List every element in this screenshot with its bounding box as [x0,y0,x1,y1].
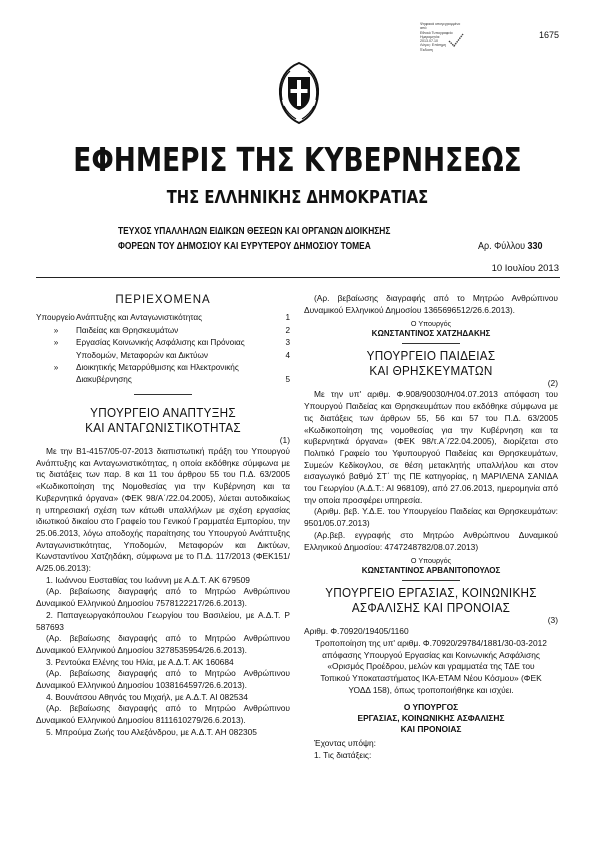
toc-entry[interactable] [36,325,290,338]
section-divider [134,394,192,395]
stamp-line: Έκδοση [420,47,433,52]
toc-page: 4 [285,350,290,360]
stamp-line: Ημερομηνία: [420,34,441,39]
toc-text: Ανάπτυξης και Ανταγωνιστικότητας [76,313,203,322]
toc-entry[interactable] [36,312,290,325]
act-number: (3) [547,615,558,626]
signature-name: ΚΩΝΣΤΑΝΤΙΝΟΣ ΑΡΒΑΝΙΤΟΠΟΥΛΟΣ [361,566,501,576]
ministry-heading-development: ΥΠΟΥΡΓΕΙΟ ΑΝΑΠΤΥΞΗΣ [90,405,236,420]
toc-text: Εργασίας Κοινωνικής Ασφάλισης και Πρόνοιας [76,338,245,347]
toc-page: 5 [285,374,290,384]
issue-date: 10 Ιουλίου 2013 [491,263,559,274]
minister-heading: ΚΑΙ ΠΡΟΝΟΙΑΣ [400,724,462,735]
employee-item: 5. Μπρούμα Ζωής του Αλεξάνδρου, με Α.Δ.Τ. ΑΗ 082305 [46,726,257,737]
ministry-heading-development: ΚΑΙ ΑΝΤΑΓΩΝΙΣΤΙΚΟΤΗΤΑΣ [85,420,241,435]
toc-entry[interactable] [36,337,290,350]
employee-item: 2. Παπαγεωργακόπουλου Γεωργίου του Βασιλείου, με Α.Δ.Τ. Ρ 587693 [36,609,290,632]
toc-entry[interactable] [36,350,290,363]
series-line-1: ΤΕΥΧΟΣ ΥΠΑΛΛΗΛΩΝ ΕΙΔΙΚΩΝ ΘΕΣΕΩΝ ΚΑΙ ΟΡΓΑΝΩΝ ΔΙΟΙΚΗΣΗΣ [118,226,391,237]
act-paragraph: (Αριθμ. βεβ. Υ.Δ.Ε. του Υπουργείου Παιδείας και Θρησκευμάτων: 9501/05.07.2013) [304,506,558,529]
ministry-heading-education: ΥΠΟΥΡΓΕΙΟ ΠΑΙΔΕΙΑΣ [366,348,496,364]
act-paragraph: (Αρ.βεβ. εγγραφής στο Μητρώο Ανθρώπινου Δυναμικού Ελληνικού Δημοσίου: 4747248782/08.07.2013) [304,529,558,552]
issue-value: 330 [527,241,543,252]
decision-title: Τροποποίηση της υπ' αριθμ. Φ.70920/29784/1881/30-03-2012 απόφασης Υπουργού Εργασίας και Κοινωνικής Ασφάλισης «Ορισμός Προέδρου, μελών και γραμματέα της ΤΔΕ του Τοπικού Υποκαταστήματος ΙΚΑ-ΕΤΑΜ Νέου Κόσμου» (ΦΕΚ ΥΟΔΔ 158), όπως τροποποιήθηκε και ισχύει. [315,637,547,695]
toc-page: 1 [285,313,290,322]
employee-item: 1. Ιωάννου Ευσταθίας του Ιωάννη με Α.Δ.Τ. ΑΚ 679509 [46,574,250,585]
ministry-heading-education: ΚΑΙ ΘΡΗΣΚΕΥΜΑΤΩΝ [369,363,493,379]
stamp-line: Ψηφιακά υπογεγραμμένο [420,22,461,26]
employee-item: 3. Ρεντούκα Ελένης του Ηλία, με Α.Δ.Τ. ΑΚ 160684 [46,656,234,667]
signature-label: Ο Υπουργός [410,319,452,329]
toc-page: 2 [285,325,290,335]
right-column [304,293,558,762]
minister-heading: ΕΡΓΑΣΙΑΣ, ΚΟΙΝΩΝΙΚΗΣ ΑΣΦΑΛΙΣΗΣ [357,713,505,724]
issue-label: Αρ. Φύλλου [478,241,526,252]
provision-item: 1. Τις διατάξεις: [314,750,372,761]
employee-item: 4. Βουνάτσου Αθηνάς του Μιχαήλ, με Α.Δ.Τ. ΑΙ 082534 [46,691,248,702]
issue-number [478,241,543,252]
toc-ministry: » [53,325,59,335]
signature-label: Ο Υπουργός [410,556,452,566]
act-paragraph: Με την Β1-4157/05-07-2013 διαπιστωτική πράξη του Υπουργού Ανάπτυξης και Ανταγωνιστικότητας, η οποία εκδόθηκε σύμφωνα με τις διατάξεις των παρ. 8 και 11 του άρθρου 55 του Π.Δ. 63/2005 «Κωδικοποίηση της Νομοθεσίας για την Κυβέρνηση και τα Κυβερνητικά όργανα» (ΦΕΚ 98/Α΄/22.04.2005), λύεται αυτοδικαίως η υπηρεσιακή σχέση των κάτωθι υπαλλήλων με σχέση εργασίας ιδιωτικού δικαίου στο Γραφείο του Γενικού Γραμματέα Εμπορίου, την 25.06.2013, λόγω αποδοχής παραίτησης του Υπουργού Ανάπτυξης Ανταγωνιστικότητας, Υποδομών, Μεταφορών και Δικτύων, Κωνσταντίνου Χατζηδάκη, σύμφωνα με το Π.Δ. 117/2013 (ΦΕΚ151/Α/25.06.2013): [36,446,290,574]
toc-ministry: Υπουργείο [36,313,75,322]
section-divider [402,580,460,581]
coat-of-arms-emblem [276,60,322,126]
header-divider [36,277,560,278]
considering-text: Έχοντας υπόψη: [314,738,376,749]
stamp-line: από [420,26,427,31]
act-number: (2) [547,378,558,389]
signature-name: ΚΩΝΣΤΑΝΤΙΝΟΣ ΧΑΤΖΗΔΑΚΗΣ [371,329,491,339]
toc-heading: ΠΕΡΙΕΧΟΜΕΝΑ [115,294,211,306]
employee-item: (Αρ. βεβαίωσης διαγραφής από το Μητρώο Ανθρώπινου Δυναμικού Ελληνικού Δημοσίου 7578122217/26.6.2013). [36,586,290,609]
toc-ministry [36,350,76,363]
decision-reference: Αριθμ. Φ.70920/19405/1160 [304,626,409,637]
left-column [36,293,290,739]
gazette-subtitle: ΤΗΣ ΕΛΛΗΝΙΚΗΣ ΔΗΜΟΚΡΑΤΙΑΣ [166,187,429,208]
toc-text: Παιδείας και Θρησκευμάτων [76,325,179,335]
toc-page: 3 [285,338,290,347]
toc-ministry: » [53,338,59,347]
minister-heading: Ο ΥΠΟΥΡΓΟΣ [403,702,459,713]
section-divider [402,343,460,344]
stamp-line: Λόγος: Επίσημη [420,43,446,48]
page-number: 1675 [538,30,559,40]
signature-check-icon [447,31,465,49]
employee-item: (Αρ. βεβαίωσης διαγραφής από το Μητρώο Ανθρώπινου Δυναμικού Ελληνικού Δημοσίου 3278535954/26.6.2013). [36,633,290,655]
toc-ministry: » [53,363,59,372]
toc-text: Υποδομών, Μεταφορών και Δικτύων [76,350,208,360]
toc-text: Διοικητικής Μεταρρύθμισης και Ηλεκτρονικής Διακυβέρνησης [76,363,239,384]
stamp-line: 2013.07.10 [420,39,438,44]
stamp-line: Εθνικό Τυπογραφείο [420,30,453,35]
ministry-heading-labour: ΥΠΟΥΡΓΕΙΟ ΕΡΓΑΣΙΑΣ, ΚΟΙΝΩΝΙΚΗΣ [325,585,537,601]
act-paragraph: Με την υπ' αριθμ. Φ.908/90030/Η/04.07.2013 απόφαση του Υπουργού Παιδείας και Θρησκευμάτων που εκδόθηκε σύμφωνα με τις διατάξεις των άρθρων 55, 56 και 57 του Π.Δ. 63/2005 «Κωδικοποίηση της νομοθεσίας για την Κυβέρνηση και τα κυβερνητικά όργανα» (ΦΕΚ 98/τ.Α΄/22.04.2005), διορίζεται στο Πολιτικό Γραφείο του Υφυπουργού Παιδείας και Θρησκευμάτων, Συμεών Κεδίκογλου, σε θέση μετακλητής υπαλλήλου και στον εισαγωγικό βαθμό ΣΤ΄ της ΠΕ κατηγορίας, η ΜΑΡΙΛΕΝΑ ΣΑΝΙΔΑ του Γεωργίου (Α.Δ.Τ.: ΑΙ 968109), από 27.06.2013, ημερομηνία από την οποία προσφέρει υπηρεσία. [304,389,558,505]
table-of-contents [36,312,290,386]
employee-item: (Αρ. βεβαίωσης διαγραφής από το Μητρώο Ανθρώπινου Δυναμικού Ελληνικού Δημοσίου 8111610279/26.6.2013). [36,703,290,726]
act-number: (1) [279,435,290,445]
toc-entry[interactable] [36,362,290,386]
ministry-heading-labour: ΑΣΦΑΛΙΣΗΣ ΚΑΙ ΠΡΟΝΟΙΑΣ [351,600,511,616]
gazette-title: ΕΦΗΜΕΡΙΣ ΤΗΣ ΚΥΒΕΡΝΗΣΕΩΣ [73,140,522,179]
act-paragraph: (Αρ. βεβαίωσης διαγραφής από το Μητρώο Ανθρώπινου Δυναμικού Ελληνικού Δημοσίου 1365696512/26.6.2013). [304,293,558,315]
series-line-2: ΦΟΡΕΩΝ ΤΟΥ ΔΗΜΟΣΙΟΥ ΚΑΙ ΕΥΡΥΤΕΡΟΥ ΔΗΜΟΣΙΟΥ ΤΟΜΕΑ [118,241,371,252]
employee-item: (Αρ. βεβαίωσης διαγραφής από το Μητρώο Ανθρώπινου Δυναμικού Ελληνικού Δημοσίου 1038164597/26.6.2013). [36,668,290,691]
